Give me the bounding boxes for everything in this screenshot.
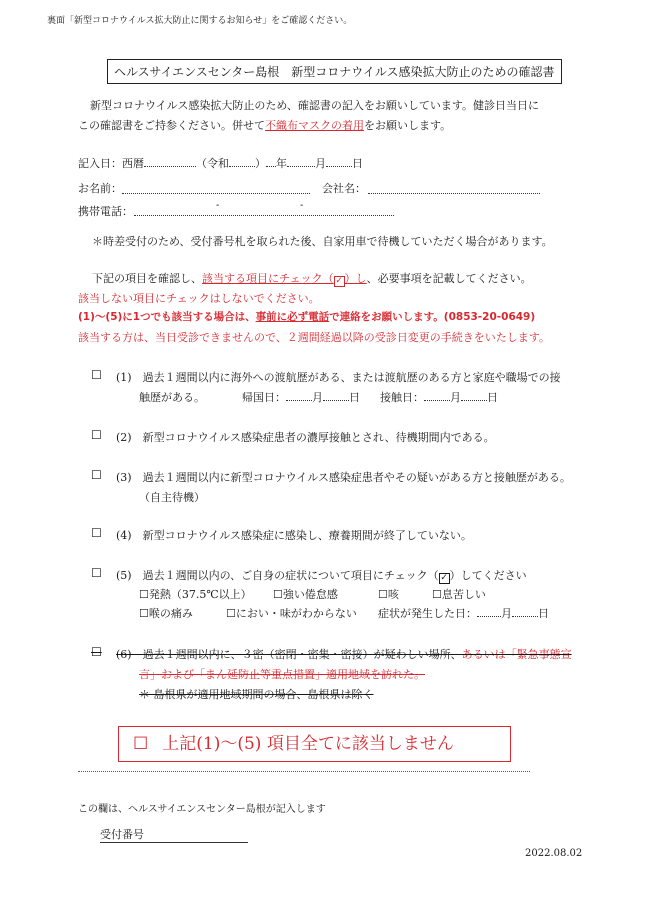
intro-line-2-c: をお願いします。 (364, 119, 452, 132)
company-label: 会社名： (322, 182, 366, 195)
document-date: 2022.08.02 (525, 848, 583, 859)
item-2-checkbox[interactable]: ☐ (91, 428, 102, 442)
instruction-3-a: (1)〜(5)に1つでも該当する場合は、 (78, 311, 256, 323)
item-1-contact-date (380, 389, 498, 405)
item-4-text: (4) 新型コロナウイルス感染症に感染し、療養期間が終了していない。 (116, 529, 472, 542)
intro-line-2 (78, 117, 451, 133)
contact-month-field[interactable] (424, 400, 450, 401)
none-applicable-text: 上記(1)〜(5) 項目全てに該当しません (162, 734, 454, 754)
item-5-line-1 (116, 567, 527, 584)
header-note: 裏面「新型コロナウイルス拡大防止に関するお知らせ」をご確認ください。 (47, 16, 353, 26)
item-6-line-1-black: (6) 過去１週間以内に、３密（密閉・密集・密接）が疑わしい場所、 (116, 648, 462, 661)
year-gap (266, 166, 276, 167)
divider (78, 771, 530, 772)
company-field[interactable] (368, 193, 540, 194)
instruction-1-b: 該当する項目にチェック（ (202, 272, 334, 285)
item-6-line-1-red: あるいは「緊急事態宣 (461, 648, 572, 661)
symptom-onset (378, 605, 549, 621)
item-1-line-2: 触歴がある。 (139, 391, 205, 404)
phone-field[interactable] (134, 215, 394, 216)
contact-date-label: 接触日： (380, 391, 424, 404)
checkmark-icon: ✓ (440, 573, 448, 583)
reception-number-field[interactable] (100, 842, 248, 843)
item-3-checkbox[interactable]: ☐ (91, 468, 102, 482)
return-date-label: 帰国日： (242, 391, 286, 404)
return-month-field[interactable] (286, 400, 312, 401)
return-day-label: 日 (349, 391, 360, 404)
return-month-label: 月 (312, 391, 323, 404)
checkmark-icon: ✓ (335, 276, 343, 286)
symptom-fever[interactable]: ☐発熱（37.5℃以上） (139, 588, 252, 601)
intro-line-2-a: この確認書をご持参ください。併せて (78, 119, 265, 132)
mask-requirement: 不織布マスクの着用 (265, 119, 364, 132)
return-day-field[interactable] (323, 400, 349, 401)
contact-day-label: 日 (487, 391, 498, 404)
onset-label: 症状が発生した日： (378, 607, 477, 620)
item-3-line-2: （自主待機） (139, 491, 205, 504)
instruction-1-a: 下記の項目を確認し、 (92, 272, 202, 285)
item-3-line-1: (3) 過去１週間以内に新型コロナウイルス感染症患者やその疑いがある方と接触歴がある。 (116, 471, 571, 484)
date-label: 記入日： (78, 157, 122, 170)
item-5-checkbox[interactable]: ☐ (91, 566, 102, 580)
day-label: 日 (352, 157, 363, 170)
instruction-1-c: ）し (344, 272, 367, 285)
year-western-field[interactable] (144, 166, 196, 167)
item-1-checkbox[interactable]: ☐ (91, 368, 102, 382)
year-reiwa-field[interactable] (229, 166, 255, 167)
staff-note: この欄は、ヘルスサイエンスセンター島根が記入します (78, 804, 326, 815)
instruction-line-2: 該当しない項目にチェックはしないでください。 (78, 292, 320, 305)
item-4-checkbox[interactable]: ☐ (91, 526, 102, 540)
symptom-sore-throat[interactable]: ☐喉の痛み (139, 607, 193, 620)
waiting-note: ＊時差受付のため、受付番号札を取られた後、自家用車で待機していただく場合があります。 (92, 235, 553, 248)
instruction-line-1 (92, 270, 532, 287)
contact-month-label: 月 (450, 391, 461, 404)
none-applicable-box: ☐ (133, 734, 149, 754)
instruction-line-4: 該当する方は、当日受診できませんので、２週間経過以降の受診日変更の手続きをいたします。 (78, 331, 550, 344)
onset-month-field[interactable] (477, 616, 501, 617)
symptom-fatigue[interactable]: ☐強い倦怠感 (273, 588, 338, 601)
instruction-line-3 (78, 309, 535, 324)
month-label: 月 (315, 157, 326, 170)
page-title: ヘルスサイエンスセンター島根 新型コロナウイルス感染拡大防止のための確認書 (107, 59, 562, 84)
item-6-line-2: 言」および「まん延防止等重点措置」適用地域を訪れた。 (139, 668, 425, 681)
none-applicable-checkbox[interactable] (118, 726, 511, 762)
item-1-line-1: (1) 過去１週間以内に海外への渡航歴がある、または渡航歴のある方と家庭や職場での接 (116, 371, 561, 384)
phone-separator-2: - (300, 200, 304, 211)
symptom-cough[interactable]: ☐咳 (378, 588, 399, 601)
instruction-3-c: で連絡をお願いします。(0853-20-0649) (329, 311, 536, 323)
month-field[interactable] (287, 166, 315, 167)
item-6-checkbox[interactable]: ☐ (91, 645, 102, 659)
date-row (78, 155, 363, 171)
instruction-1-d: 、必要事項を記載してください。 (366, 272, 532, 285)
intro-line-1: 新型コロナウイルス感染拡大防止のため、確認書の記入をお願いしています。健診日当日に (90, 99, 540, 112)
item-2-text: (2) 新型コロナウイルス感染症患者の濃厚接触とされ、待機期間内である。 (116, 431, 495, 444)
instruction-3-b: 事前に必ず電話 (255, 311, 330, 323)
day-field[interactable] (326, 166, 352, 167)
date-era: 西暦 (122, 157, 144, 170)
onset-day-label: 日 (538, 607, 549, 620)
item-5-line-1-b: ）してください (449, 569, 527, 582)
onset-day-field[interactable] (512, 616, 538, 617)
name-field[interactable] (122, 193, 310, 194)
date-reiwa: （令和 (196, 157, 229, 170)
item-1-return-date (242, 389, 360, 405)
item-6-line-1 (116, 646, 572, 662)
instruction-1-check-text (202, 272, 367, 285)
year-label: 年 (276, 157, 287, 170)
date-close: ） (255, 157, 266, 170)
contact-day-field[interactable] (461, 400, 487, 401)
onset-month-label: 月 (501, 607, 512, 620)
name-label: お名前： (78, 182, 122, 195)
phone-separator-1: - (216, 200, 220, 211)
item-6-note: ＊ 島根県が適用地域期間の場合、島根県は除く (139, 688, 374, 701)
item-5-line-1-a: (5) 過去１週間以内の、ご自身の症状について項目にチェック（ (116, 569, 439, 582)
reception-label: 受付番号 (100, 828, 144, 841)
symptom-smell-taste[interactable]: ☐におい・味がわからない (226, 607, 357, 620)
symptom-breathless[interactable]: ☐息苦しい (432, 588, 486, 601)
phone-label: 携帯電話： (78, 205, 133, 218)
